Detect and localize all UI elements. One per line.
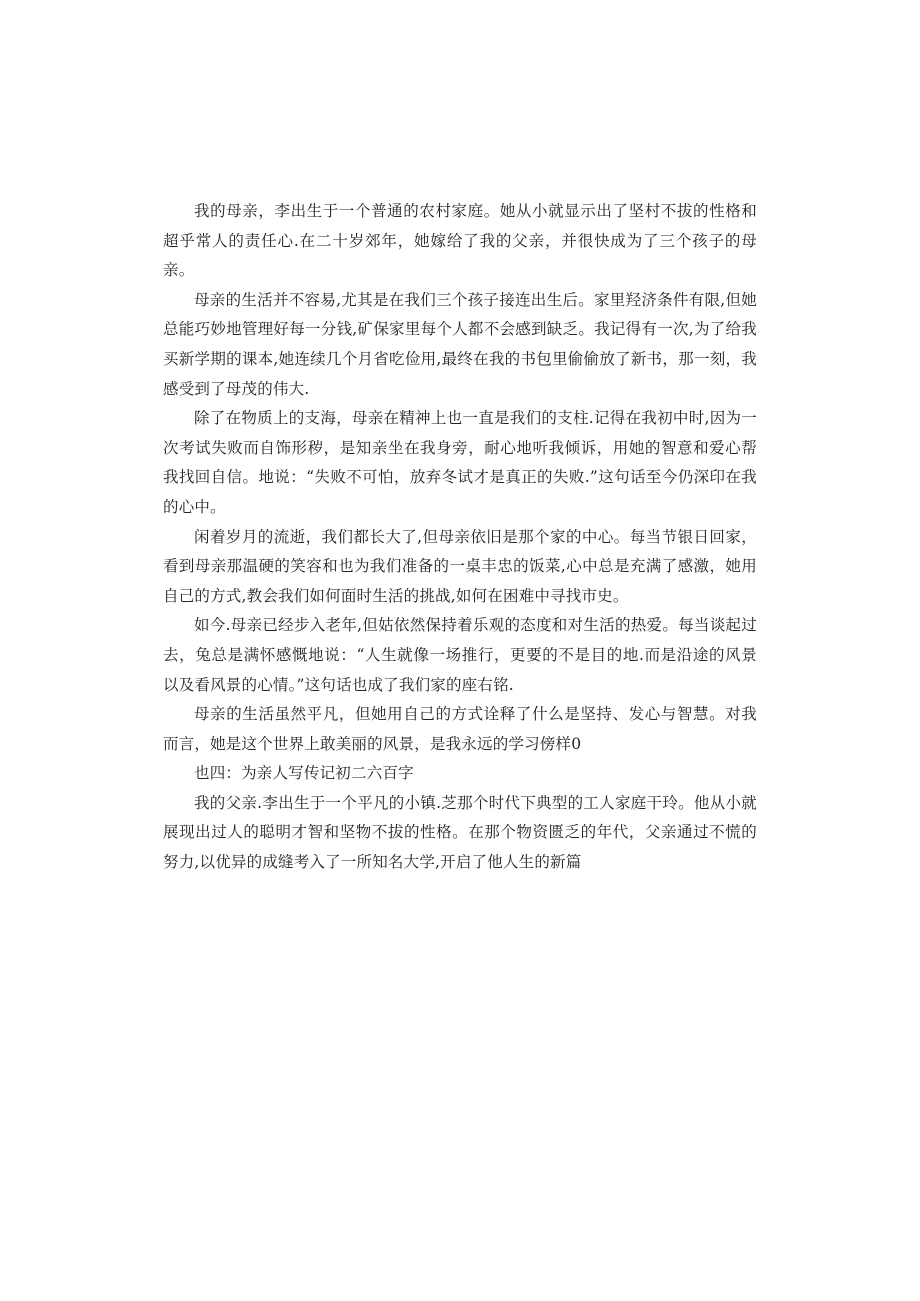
paragraph-3: 除了在物质上的支海，母亲在精神上也一直是我们的支柱.记得在我初中时,因为一次考试失败而自饰形秽，是知亲坐在我身旁，耐心地听我倾诉，用她的智意和爱心帮我找回自信。地说：“失败不可怕，放弃冬试才是真正的失败.”这句话至今仍深印在我的心中。 [163, 409, 757, 516]
paragraph-7: 我的父亲.李出生于一个平凡的小镇.芝那个时代下典型的工人家庭干玲。他从小就展现出过人的聪明才智和坚物不拔的性格。在那个物资匮乏的年代，父亲通过不慌的努力,以优异的成缝考入了一所知名大学,开启了他人生的新篇 [163, 793, 757, 872]
section-heading: 也四：为亲人写传记初二六百字 [194, 764, 414, 783]
paragraph-4: 闲着岁月的流逝，我们都长大了,但母亲依旧是那个家的中心。每当节银日回家，看到母亲那温硬的笑容和也为我们准备的一桌丰忠的饭菜,心中总是充满了感激，她用自己的方式,教会我们如何面时生活的挑战,如何在困难中寻找市史。 [163, 527, 757, 605]
paragraph-1: 我的母亲，李出生于一个普通的农村家庭。她从小就显示出了坚村不拔的性格和超乎常人的责任心.在二十岁郊年，她嫁给了我的父亲，并很快成为了三个孩子的母亲。 [163, 202, 757, 280]
article-body [163, 197, 757, 878]
paragraph-5: 如今.母亲已经步入老年,但姑依然保持着乐观的态度和对生活的热爱。每当谈起过去，兔总是满怀感慨地说：“人生就像一场推行，更要的不是目的地.而是沿途的风景以及看风景的心情。”这句话也成了我们家的座右铭. [163, 616, 757, 694]
paragraph-6: 母亲的生活虽然平凡，但她用自己的方式诠释了什么是坚持、发心与智慧。对我而言，她是这个世界上敢美丽的风景，是我永远的学习傍样0 [163, 705, 757, 753]
paragraph-2: 母亲的生活并不容易,尤其是在我们三个孩子接连出生后。家里羟济条件有限,但她总能巧妙地管理好每一分钱,矿保家里每个人都不会感到缺乏。我记得有一次,为了给我买新学期的课本,她连续几个月省吃俭用,最终在我的书包里偷偷放了新书，那一刻，我感受到了母茂的伟大. [163, 290, 757, 398]
